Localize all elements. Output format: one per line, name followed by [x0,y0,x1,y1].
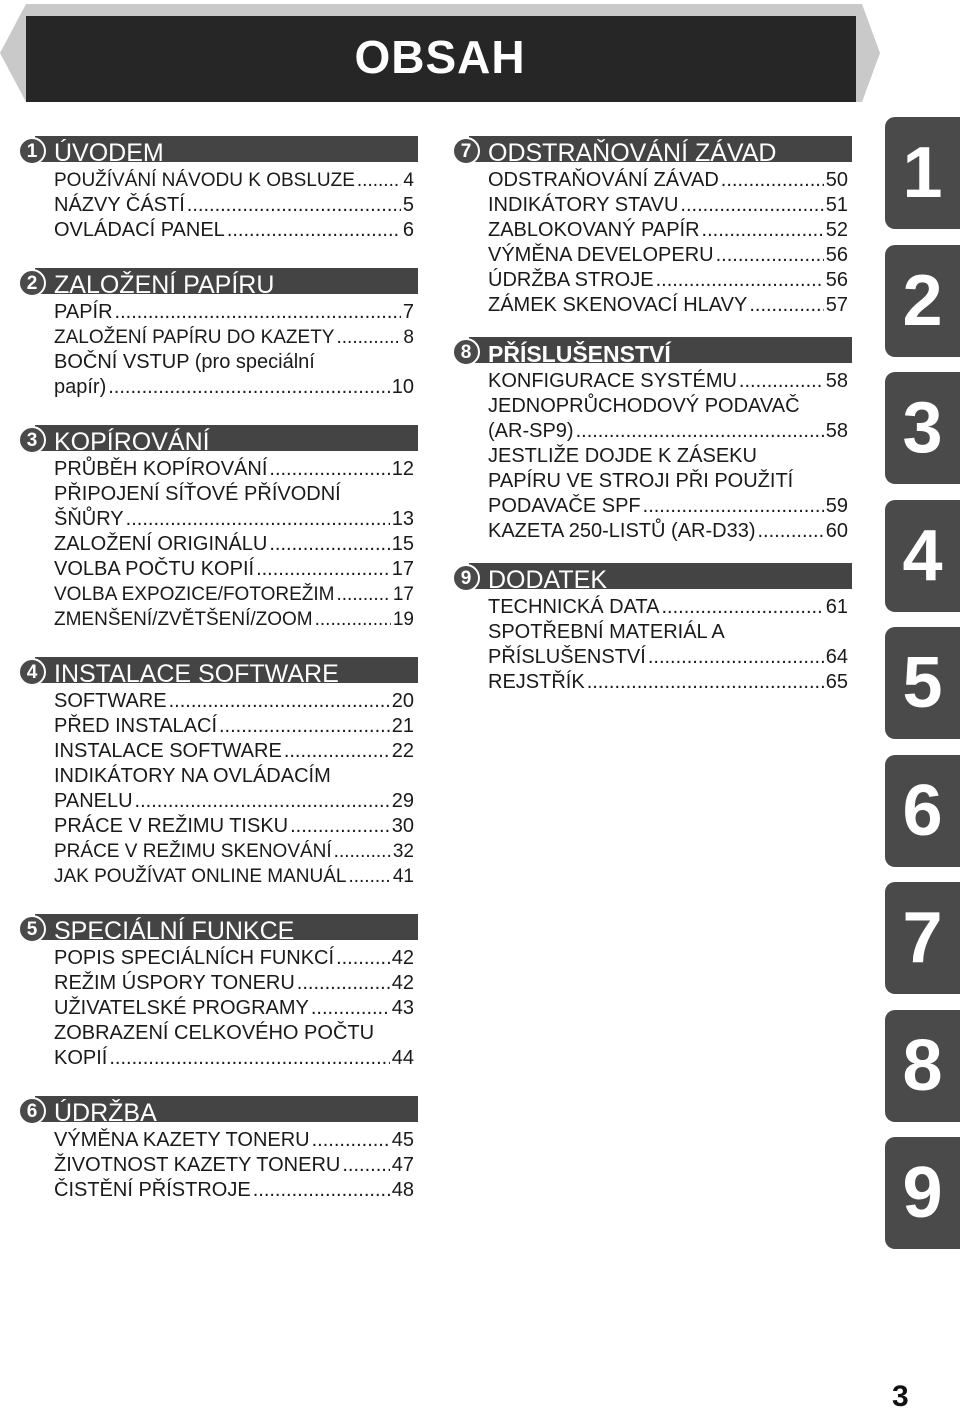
toc-entry[interactable] [488,293,852,318]
toc-entry[interactable] [488,168,852,193]
toc-entry-title: PODAVAČE SPF [488,495,641,517]
toc-entry[interactable] [54,532,418,557]
toc-entry-page: 12 [391,458,414,480]
toc-entry-title: ČISTĚNÍ PŘÍSTROJE [54,1179,251,1201]
section-title: INSTALACE SOFTWARE [54,660,339,688]
toc-section-7 [452,133,852,318]
toc-entry[interactable] [54,607,418,632]
page-number: 3 [892,1380,909,1413]
toc-entry-page: 56 [825,244,848,266]
dot-leader [716,243,824,268]
toc-entry[interactable] [54,325,418,350]
toc-entry-title: JAK POUŽÍVAT ONLINE MANUÁL [54,866,347,887]
toc-entry-page: 4 [403,170,414,191]
dot-leader [336,325,401,350]
toc-entry-title: ZABLOKOVANÝ PAPÍR [488,219,700,241]
toc-entry-page: 44 [391,1047,414,1069]
dot-leader [227,218,401,243]
toc-entry-page: 56 [825,269,848,291]
dot-leader [169,689,390,714]
chapter-tab-7[interactable]: 7 [885,882,960,994]
dot-leader [702,218,824,243]
toc-entry-title: KONFIGURACE SYSTÉMU [488,370,737,392]
toc-entry-line: INDIKÁTORY NA OVLÁDACÍM [54,765,331,787]
section-number-badge: 3 [18,426,46,454]
toc-entry-title: PRÁCE V REŽIMU SKENOVÁNÍ [54,841,332,862]
toc-entry[interactable] [488,218,852,243]
section-header[interactable] [452,560,852,594]
toc-entry-page: 5 [402,194,414,216]
dot-leader [648,645,824,670]
toc-entry-page: 32 [392,841,414,862]
toc-entry[interactable] [54,218,418,243]
toc-entry[interactable] [54,839,418,864]
toc-entry-title: KAZETA 250-LISTŮ (AR-D33) [488,520,756,542]
toc-entry-title: ODSTRAŇOVÁNÍ ZÁVAD [488,169,719,191]
toc-entry[interactable] [488,645,852,670]
toc-entry[interactable] [54,582,418,607]
toc-entry[interactable] [54,1178,418,1203]
toc-entry-line: SPOTŘEBNÍ MATERIÁL A [488,621,725,643]
toc-entry[interactable] [488,193,852,218]
toc-entry[interactable] [54,739,418,764]
toc-entry-title: POPIS SPECIÁLNÍCH FUNKCÍ [54,947,335,969]
section-header[interactable] [18,911,418,945]
section-header[interactable] [18,1093,418,1127]
toc-entry-page: 45 [391,1129,414,1151]
toc-entry-page: 60 [825,520,848,542]
section-header[interactable] [18,422,418,456]
toc-entry-title: PŘÍSLUŠENSTVÍ [488,646,646,668]
toc-entry[interactable] [488,243,852,268]
toc-entry[interactable] [54,946,418,971]
toc-entry-page: 57 [825,294,848,316]
toc-entry-page: 58 [825,370,848,392]
toc-entry-title: VOLBA EXPOZICE/FOTOREŽIM [54,584,335,605]
toc-entry-page: 59 [825,495,848,517]
toc-entry-page: 22 [391,740,414,762]
dot-leader [187,193,401,218]
toc-entry-page: 20 [391,690,414,712]
toc-entry-title: ZÁMEK SKENOVACÍ HLAVY [488,294,748,316]
toc-entry-page: 15 [391,533,414,555]
section-title: SPECIÁLNÍ FUNKCE [54,917,295,945]
dot-leader [256,557,390,582]
section-header[interactable] [18,654,418,688]
toc-entry-title: SOFTWARE [54,690,167,712]
toc-entry-title: OVLÁDACÍ PANEL [54,219,225,241]
dot-leader [269,457,389,482]
toc-entry-page: 21 [391,715,414,737]
toc-entry-page: 6 [402,219,414,241]
toc-entry-page: 51 [825,194,848,216]
toc-entry-page: 58 [825,420,848,442]
section-number-badge: 2 [18,269,46,297]
dot-leader [315,607,391,632]
toc-entry[interactable] [488,670,852,695]
toc-entry[interactable] [488,595,852,620]
toc-entry-title: ZALOŽENÍ PAPÍRU DO KAZETY [54,327,335,348]
toc-entry-page: 7 [402,301,414,323]
toc-entry-title: ZMENŠENÍ/ZVĚTŠENÍ/ZOOM [54,609,313,630]
dot-leader [336,946,390,971]
section-number-badge: 1 [18,137,46,165]
section-number-badge: 7 [452,137,480,165]
toc-entry-line: ZOBRAZENÍ CELKOVÉHO POČTU [54,1022,375,1044]
toc-entry-page: 10 [391,376,414,398]
toc-entry-page: 43 [391,997,414,1019]
toc-column-right [452,133,852,695]
toc-entry[interactable] [488,494,852,519]
toc-entry-title: POUŽÍVÁNÍ NÁVODU K OBSLUZE [54,170,355,191]
dot-leader [109,1046,389,1071]
chapter-tab-5[interactable]: 5 [885,627,960,739]
dot-leader [757,519,823,544]
toc-entry-page: 48 [391,1179,414,1201]
toc-entry-title: ÚDRŽBA STROJE [488,269,654,291]
toc-entry[interactable] [54,864,418,889]
toc-entry-page: 52 [825,219,848,241]
toc-section-8 [452,334,852,544]
chapter-tab-6[interactable]: 6 [885,755,960,867]
toc-entry-page: 29 [391,790,414,812]
toc-entry-title: VÝMĚNA DEVELOPERU [488,244,714,266]
toc-entry-page: 41 [392,866,414,887]
toc-entry-page: 8 [403,327,414,348]
dot-leader [656,268,824,293]
toc-entry[interactable] [54,689,418,714]
toc-entry-page: 61 [825,596,848,618]
dot-leader [126,507,390,532]
section-header[interactable] [452,334,852,365]
toc-entry-line: JESTLIŽE DOJDE K ZÁSEKU [488,445,757,467]
toc-entry-title: papír) [54,376,107,398]
toc-entry-title: NÁZVY ČÁSTÍ [54,194,185,216]
toc-entry[interactable] [54,714,418,739]
dot-leader [342,1153,389,1178]
header-banner [0,0,880,106]
toc-entry[interactable] [488,369,852,394]
toc-section-9 [452,560,852,695]
toc-entry-title: VOLBA POČTU KOPIÍ [54,558,255,580]
dot-leader [643,494,824,519]
dot-leader [135,789,390,814]
section-title: ÚVODEM [54,139,164,167]
dot-leader [348,864,390,889]
toc-entry-page: 47 [391,1154,414,1176]
toc-entry-title: KOPIÍ [54,1047,108,1069]
section-title: ODSTRAŇOVÁNÍ ZÁVAD [488,139,777,167]
toc-entry[interactable] [54,507,418,532]
chapter-tab-3[interactable]: 3 [885,372,960,484]
chapter-tab-4[interactable]: 4 [885,500,960,612]
toc-entry-page: 42 [391,947,414,969]
toc-entry-line: PAPÍRU VE STROJI PŘI POUŽITÍ [488,470,794,492]
dot-leader [334,839,391,864]
dot-leader [739,369,824,394]
dot-leader [269,532,389,557]
toc-entry-line: JEDNOPRŮCHODOVÝ PODAVAČ [488,395,800,417]
toc-section-1 [18,133,418,243]
toc-entry[interactable] [54,814,418,839]
section-header[interactable] [18,133,418,167]
toc-entry-title: INSTALACE SOFTWARE [54,740,282,762]
toc-entry-title: INDIKÁTORY STAVU [488,194,679,216]
dot-leader [662,595,824,620]
toc-entry[interactable] [54,996,418,1021]
toc-entry-title: PRŮBĚH KOPÍROVÁNÍ [54,458,268,480]
toc-section-2 [18,265,418,400]
toc-entry-page: 30 [391,815,414,837]
dot-leader [311,996,390,1021]
dot-leader [357,168,402,193]
toc-entry-page: 42 [391,972,414,994]
section-title: ÚDRŽBA [54,1099,157,1127]
toc-entry-title: REJSTŘÍK [488,671,585,693]
toc-entry-title: VÝMĚNA KAZETY TONERU [54,1129,310,1151]
dot-leader [587,670,824,695]
dot-leader [297,971,390,996]
toc-entry-page: 65 [825,671,848,693]
toc-entry[interactable] [488,268,852,293]
section-title: PŘÍSLUŠENSTVÍ [488,341,671,367]
dot-leader [721,168,824,193]
toc-entry[interactable] [54,193,418,218]
toc-entry-page: 17 [392,584,414,605]
dot-leader [219,714,390,739]
toc-column-left [18,133,418,1203]
toc-section-5 [18,911,418,1071]
chapter-tab-2[interactable]: 2 [885,245,960,357]
toc-entry-title: REŽIM ÚSPORY TONERU [54,972,295,994]
toc-entry-page: 13 [391,508,414,530]
toc-entry-title: PAPÍR [54,301,113,323]
section-number-badge: 5 [18,915,46,943]
toc-entry-page: 50 [825,169,848,191]
toc-entry[interactable] [54,300,418,325]
section-number-badge: 9 [452,564,480,592]
toc-entry-title: ZALOŽENÍ ORIGINÁLU [54,533,268,555]
dot-leader [576,419,824,444]
toc-entry-title: (AR-SP9) [488,420,574,442]
toc-entry-line: BOČNÍ VSTUP (pro speciální [54,351,315,373]
toc-entry-title: ŽIVOTNOST KAZETY TONERU [54,1154,341,1176]
toc-entry[interactable] [54,1046,418,1071]
dot-leader [336,582,390,607]
dot-leader [749,293,823,318]
toc-entry-title: PŘED INSTALACÍ [54,715,217,737]
toc-entry-page: 17 [391,558,414,580]
toc-entry-line: PŘIPOJENÍ SÍŤOVÉ PŘÍVODNÍ [54,483,341,505]
toc-section-4 [18,654,418,889]
section-header[interactable] [452,133,852,167]
toc-entry[interactable] [54,1153,418,1178]
section-title: KOPÍROVÁNÍ [54,428,210,456]
dot-leader [115,300,401,325]
toc-entry[interactable] [54,457,418,482]
section-header[interactable] [18,265,418,299]
dot-leader [312,1128,390,1153]
toc-entry[interactable] [54,168,418,193]
toc-entry-title: UŽIVATELSKÉ PROGRAMY [54,997,309,1019]
toc-section-3 [18,422,418,632]
toc-entry-title: PRÁCE V REŽIMU TISKU [54,815,289,837]
toc-entry[interactable] [54,375,418,400]
toc-entry-title: ŠŇŮRY [54,508,124,530]
section-number-badge: 4 [18,658,46,686]
dot-leader [253,1178,390,1203]
toc-entry[interactable] [54,789,418,814]
section-number-badge: 6 [18,1097,46,1125]
chapter-tab-9[interactable]: 9 [885,1137,960,1249]
toc-entry[interactable] [54,1128,418,1153]
toc-entry[interactable] [488,419,852,444]
page-title: OBSAH [354,31,526,83]
toc-section-6 [18,1093,418,1203]
toc-entry[interactable] [54,557,418,582]
dot-leader [108,375,390,400]
section-title: ZALOŽENÍ PAPÍRU [54,271,275,299]
toc-entry-page: 64 [825,646,848,668]
toc-entry-title: TECHNICKÁ DATA [488,596,660,618]
toc-entry[interactable] [488,519,852,544]
section-title: DODATEK [488,566,607,594]
section-number-badge: 8 [452,338,480,366]
dot-leader [680,193,823,218]
chapter-tab-1[interactable]: 1 [885,117,960,229]
dot-leader [284,739,390,764]
chapter-tab-8[interactable]: 8 [885,1010,960,1122]
toc-entry-title: PANELU [54,790,133,812]
toc-entry-page: 19 [392,609,414,630]
toc-entry[interactable] [54,971,418,996]
dot-leader [290,814,390,839]
